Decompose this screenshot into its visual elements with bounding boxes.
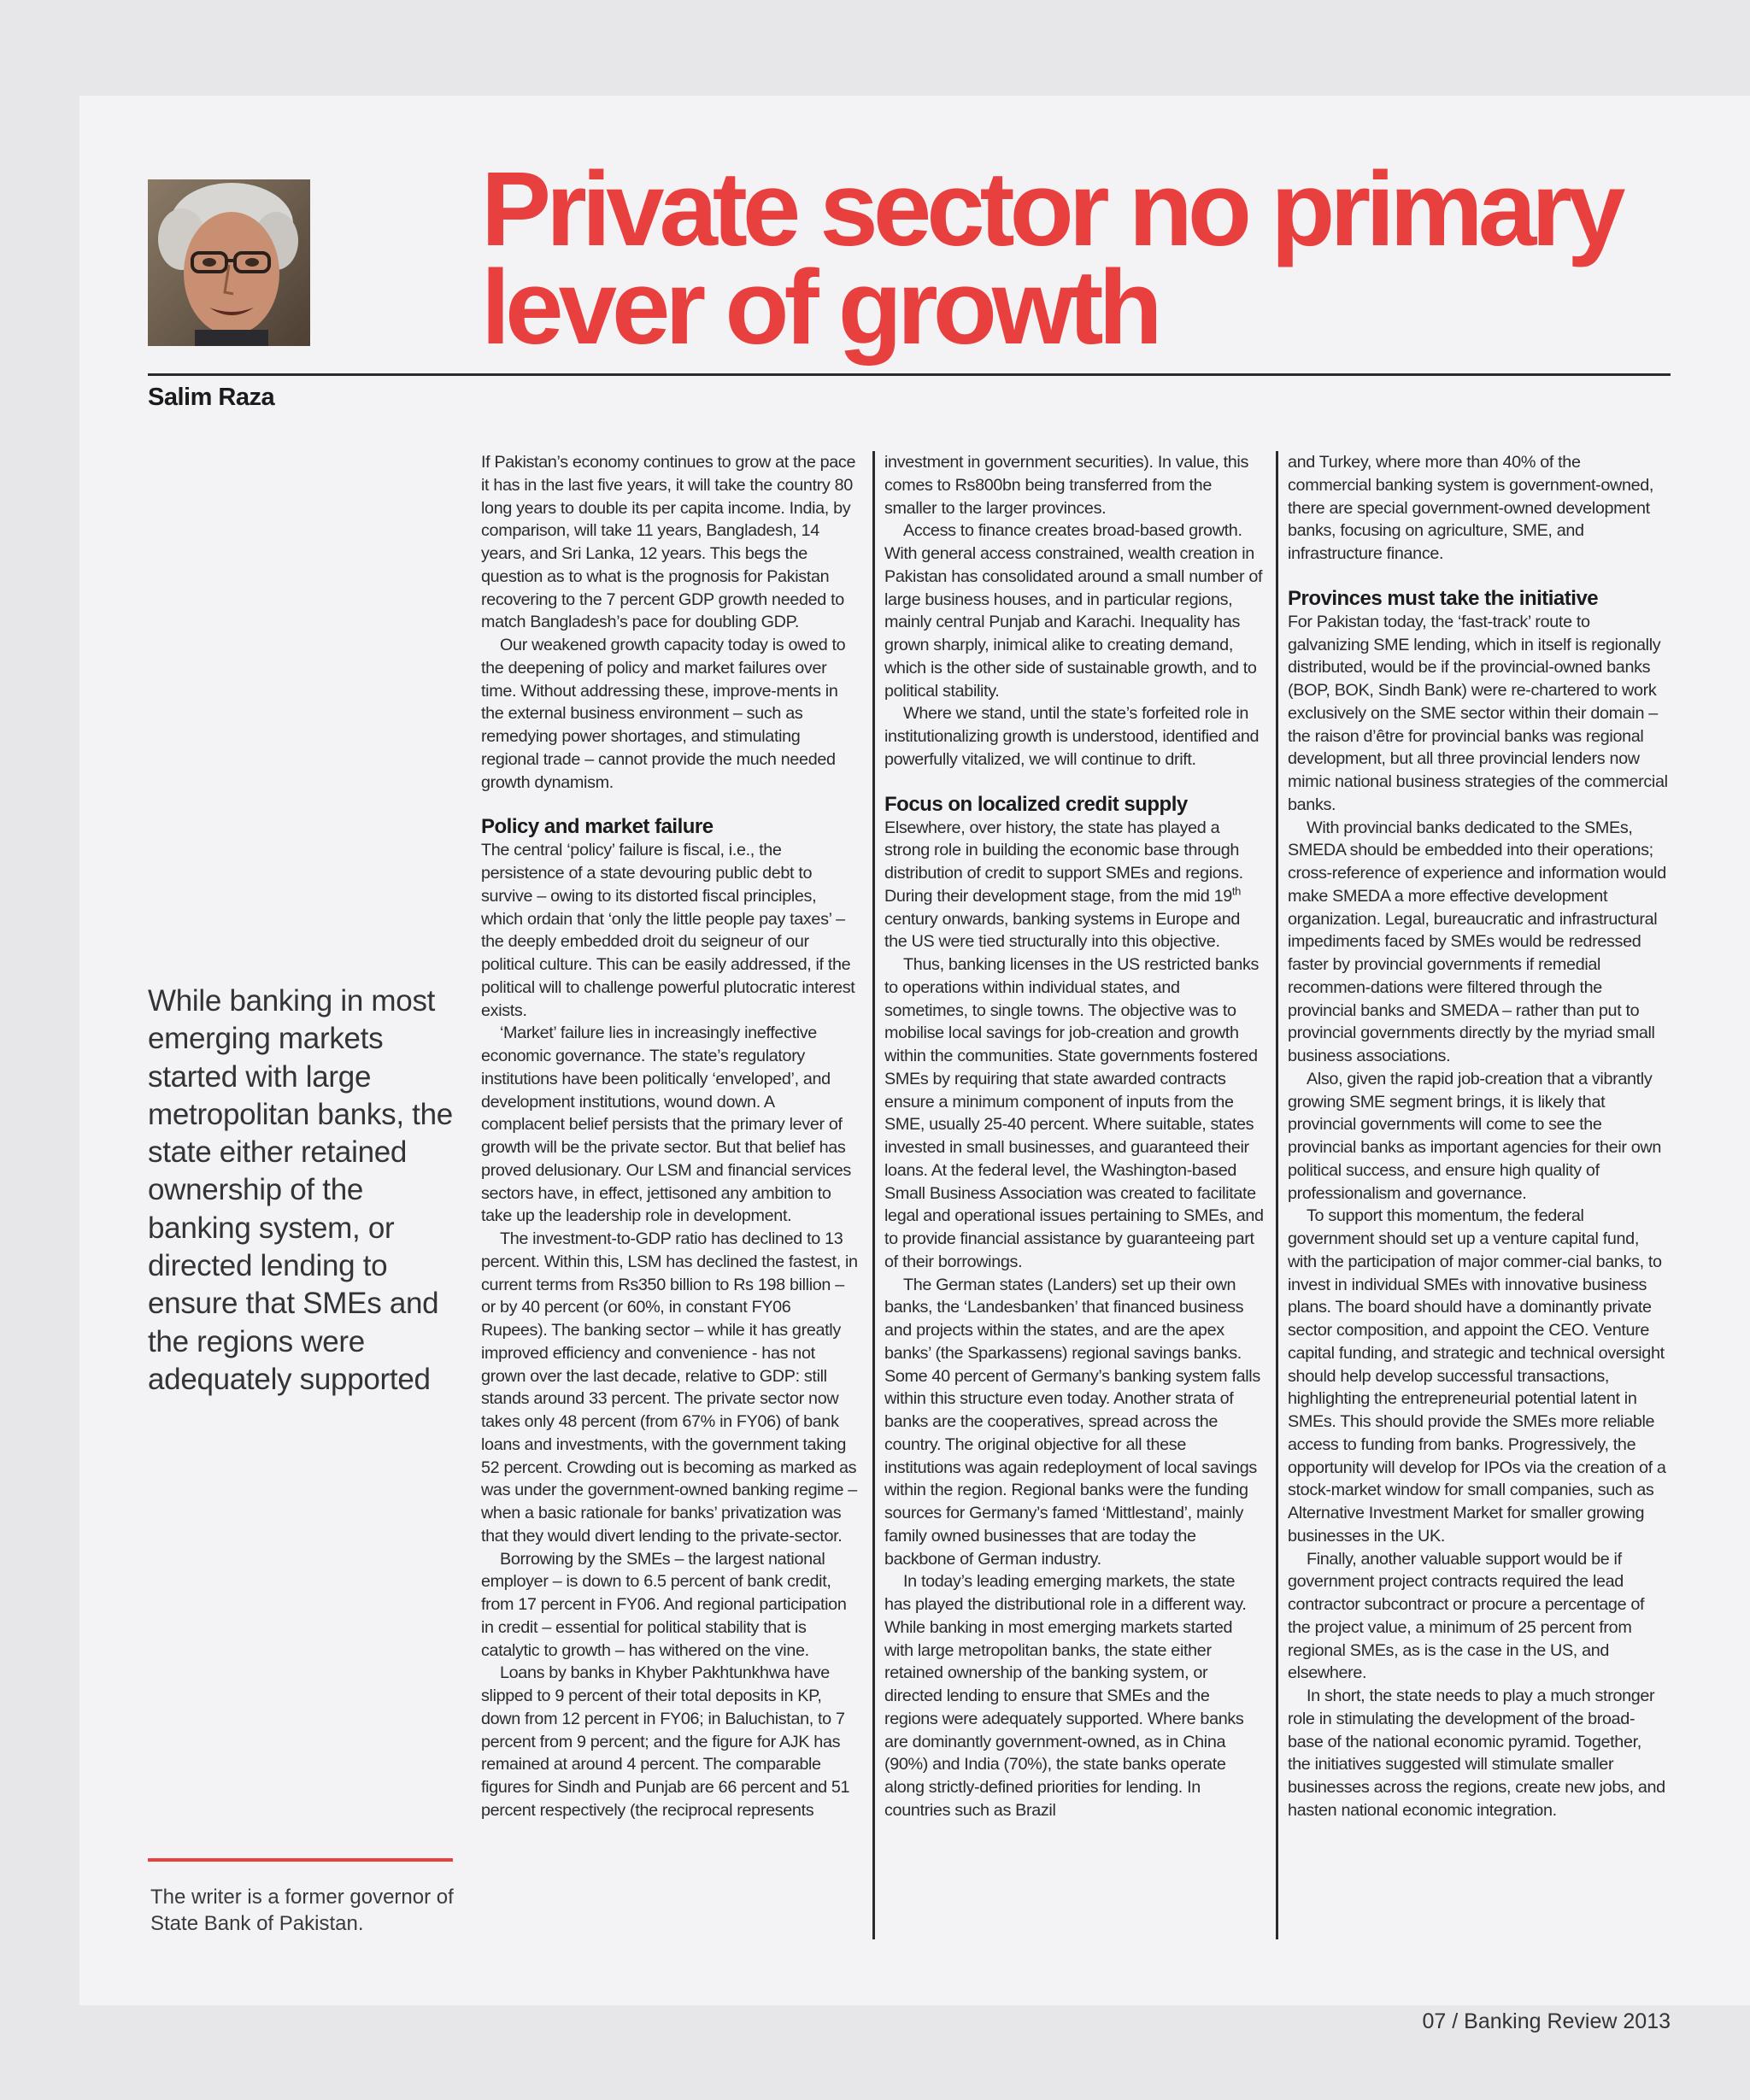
column-3 xyxy=(1288,451,1668,1822)
column-divider xyxy=(872,451,875,1939)
superscript: th xyxy=(1231,884,1242,898)
pull-quote: While banking in most emerging markets started with large metropolitan banks, the state either retained ownership of the banking system, or directed lending to ensure that SMEs and the regions were adequately supported xyxy=(148,984,453,1396)
paragraph: If Pakistan’s economy continues to grow at the pace it has in the last five years, it will take the country 80 long years to double its per capita income. India, by comparison, will take 11 years, Bangladesh, 14 years, and Sri Lanka, 12 years. This begs the question as to what is the prognosis for Pakistan recovering to the 7 percent GDP growth needed to match Bangladesh’s pace for doubling GDP. xyxy=(481,453,856,632)
paragraph xyxy=(884,817,1265,954)
paragraph: Our weakened growth capacity today is owed to the deepening of policy and market failures over time. Without addressing these, improve-ments in the external business environment – such as remedying power shortages, and stimulating regional trade – cannot provide the much needed growth dynamism. xyxy=(481,636,846,792)
paragraph: ‘Market’ failure lies in increasingly ineffective economic governance. The state’s regulatory institutions have been politically ‘enveloped’, and development institutions, wound down. A complacent belief persists that the primary lever of growth will be the private sector. But that belief has proved delusionary. Our LSM and financial services sectors have, in effect, jettisoned any ambition to take up the leadership role in development. xyxy=(481,1024,851,1226)
text-run: century onwards, banking systems in Europe and the US were tied structurally into this objective. xyxy=(884,909,1241,952)
author-bio: The writer is a former governor of State Bank of Pakistan. xyxy=(150,1886,454,1935)
bio-divider xyxy=(148,1858,453,1862)
author-portrait xyxy=(148,179,310,346)
title-rule xyxy=(148,373,1671,376)
paragraph: In today’s leading emerging markets, the state has played the distributional role in a different way. While banking in most emerging markets started with large metropolitan banks, the state either retained ownership of the banking system, or directed lending to ensure that SMEs and the regions were adequately supported. Where banks are dominantly government-owned, as in China (90%) and India (70%), the state banks operate along strictly-defined priorities for lending. In countries such as Brazil xyxy=(884,1572,1247,1820)
article-title: Private sector no primary lever of growth xyxy=(481,151,1621,367)
subheading-provinces-initiative: Provinces must take the initiative xyxy=(1288,586,1599,610)
column-divider xyxy=(1276,451,1278,1939)
paragraph: Access to finance creates broad-based growth. With general access constrained, wealth creation in Pakistan has consolidated around a small number of large business houses, and in particular regions, mainly central Punjab and Karachi. Inequality has grown sharply, inimical alike to creating demand, which is the other side of sustainable growth, and to political stability. xyxy=(884,521,1263,701)
paragraph: The German states (Landers) set up their own banks, the ‘Landesbanken’ that financed business and projects within the states, and are the apex banks’ (the Sparkassens) regional savings banks. Some 40 percent of Germany’s banking system falls within this structure even today. Another strata of banks are the cooperatives, spread across the country. The original objective for all these institutions was again redeployment of local savings within the region. Regional banks were the funding sources for Germany’s famed ‘Mittlestand’, mainly family owned businesses that are today the backbone of German industry. xyxy=(884,1275,1260,1569)
paragraph: Finally, another valuable support would be if government project contracts required the lead contractor subcontract or procure a percentage of the project value, a minimum of 25 percent from regional SMEs, as is the case in the US, and elsewhere. xyxy=(1288,1549,1645,1683)
paragraph: Borrowing by the SMEs – the largest national employer – is down to 6.5 percent of bank credit, from 17 percent in FY06. And regional participation in credit – essential for political stability that is catalytic to growth – has withered on the vine. xyxy=(481,1549,847,1660)
column-1 xyxy=(481,451,861,1822)
paragraph: To support this momentum, the federal government should set up a venture capital fund, with the participation of major commer-cial banks, to invest in individual SMEs with innovative business plans. The board should have a dominantly private sector composition, and appoint the CEO. Venture capital funding, and strategic and technical oversight should help develop successful transactions, highlighting the entrepreneurial potential latent in SMEs. This should provide the SMEs more reliable access to funding from banks. Progressively, the opportunity will develop for IPOs via the creation of a stock-market window for small companies, such as Alternative Investment Market for smaller growing businesses in the UK. xyxy=(1288,1206,1666,1546)
author-portrait-photo xyxy=(148,179,310,346)
paragraph: and Turkey, where more than 40% of the commercial banking system is government-owned, there are special government-owned development banks, focusing on agriculture, SME, and infrastructure finance. xyxy=(1288,453,1654,563)
paragraph: The central ‘policy’ failure is fiscal, i.e., the persistence of a state devouring public debt to survive – owing to its distorted fiscal principles, which ordain that ‘only the little people pay taxes’ – the deeply embedded droit du seigneur of our political culture. This can be easily addressed, if the political will to challenge powerful plutocratic interest exists. xyxy=(481,841,855,1020)
subheading-policy-market-failure: Policy and market failure xyxy=(481,815,714,839)
paragraph: Thus, banking licenses in the US restricted banks to operations within individual states, and sometimes, to single towns. The objective was to mobilise local savings for job-creation and growth within the communities. State governments fostered SMEs by requiring that state awarded contracts ensure a minimum component of inputs from the SME, usually 25-40 percent. Where suitable, states invested in small businesses, and guaranteed their loans. At the federal level, the Washington-based Small Business Association was created to facilitate legal and operational issues pertaining to SMEs, and to provide financial assistance by guaranteeing part of their borrowings. xyxy=(884,955,1264,1271)
subheading-focus-localized-credit: Focus on localized credit supply xyxy=(884,792,1188,816)
paragraph: Where we stand, until the state’s forfeited role in institutionalizing growth is understood, identified and powerfully vitalized, we will continue to drift. xyxy=(884,704,1260,769)
author-name: Salim Raza xyxy=(148,384,275,411)
paragraph: Also, given the rapid job-creation that a vibrantly growing SME segment brings, it is likely that provincial governments will come to see the provincial banks as important agencies for their own political success, and ensure high quality of professionalism and governance. xyxy=(1288,1069,1662,1203)
paragraph: investment in government securities). In value, this comes to Rs800bn being transferred from the smaller to the larger provinces. xyxy=(884,453,1248,518)
paragraph: The investment-to-GDP ratio has declined to 13 percent. Within this, LSM has declined the fastest, in current terms from Rs350 billion to Rs 198 billion – or by 40 percent (or 60%, in constant FY06 Rupees). The banking sector – while it has greatly improved efficiency and convenience - has not grown over the last decade, relative to GDP: still stands around 33 percent. The private sector now takes only 48 percent (from 67% in FY06) of bank loans and investments, with the government taking 52 percent. Crowding out is becoming as marked as was under the government-owned banking regime – when a basic rationale for banks’ privatization was that they would divert lending to the private-sector. xyxy=(481,1229,858,1546)
column-2 xyxy=(884,451,1265,1822)
paragraph: In short, the state needs to play a much stronger role in stimulating the development of the broad-base of the national economic pyramid. Together, the initiatives suggested will stimulate smaller businesses across the regions, create new jobs, and hasten national economic integration. xyxy=(1288,1686,1665,1820)
page-folio: 07 / Banking Review 2013 xyxy=(1422,2009,1671,2033)
paragraph: For Pakistan today, the ‘fast-track’ route to galvanizing SME lending, which in itself is regionally distributed, would be if the provincial-owned banks (BOP, BOK, Sindh Bank) were re-chartered to work exclusively on the SME sector within their domain – the raison d’être for provincial banks was regional development, but all three provincial lenders now mimic national business strategies of the commercial banks. xyxy=(1288,612,1668,814)
paragraph: With provincial banks dedicated to the SMEs, SMEDA should be embedded into their operations; cross-reference of experience and information would make SMEDA a more effective development organization. Legal, bureaucratic and infrastructural impediments faced by SMEs would be redressed faster by provincial governments if remedial recommen-dations were filtered through the provincial banks and SMEDA – rather than put to provincial governments directly by the myriad small business associations. xyxy=(1288,818,1666,1065)
paragraph: Loans by banks in Khyber Pakhtunkhwa have slipped to 9 percent of their total deposits in KP, down from 12 percent in FY06; in Baluchistan, to 7 percent from 9 percent; and the figure for AJK has remained at around 4 percent. The comparable figures for Sindh and Punjab are 66 percent and 51 percent respectively (the reciprocal represents xyxy=(481,1663,850,1820)
text-run: Elsewhere, over history, the state has played a strong role in building the economic base through distribution of credit to support SMEs and regions. During their development stage, from the mid 19 xyxy=(884,818,1243,906)
